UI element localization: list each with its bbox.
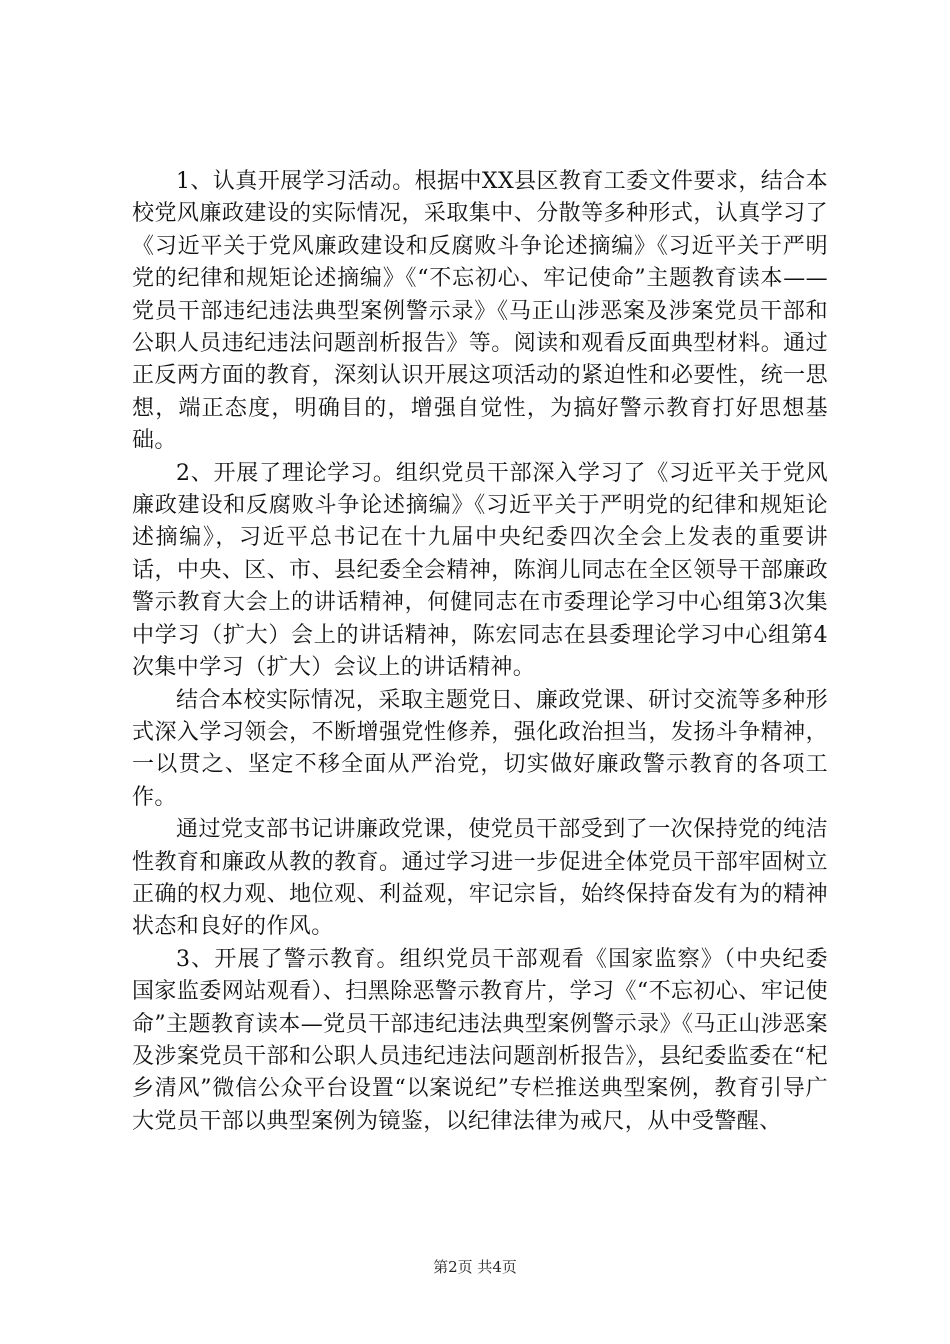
paragraph-party-lecture: 通过党支部书记讲廉政党课，使党员干部受到了一次保持党的纯洁性教育和廉政从教的教育。通过学习进一步促进全体党员干部牢固树立正确的权力观、地位观、利益观，牢记宗旨，始终保持奋发有为的精神状态和良好的作风。 — [132, 817, 828, 940]
paragraph-warning-education: 3、开展了警示教育。组织党员干部观看《国家监察》（中央纪委国家监委网站观看）、扫黑除恶警示教育片，学习《“不忘初心、牢记使命”主题教育读本—党员干部违纪违法典型案例警示录》《马正山涉恶案及涉案党员干部和公职人员违纪违法问题剖析报告》，县纪委监委在“杞乡清风”微信公众平台设置“以案说纪”专栏推送典型案例，教育引导广大党员干部以典型案例为镜鉴，以纪律法律为戒尺，从中受警醒、 — [132, 946, 828, 1134]
paragraph-study-activities: 1、认真开展学习活动。根据中XX县区教育工委文件要求，结合本校党风廉政建设的实际情况，采取集中、分散等多种形式，认真学习了《习近平关于党风廉政建设和反腐败斗争论述摘编》《习近平关于严明党的纪律和规矩论述摘编》《“不忘初心、牢记使命”主题教育读本——党员干部违纪违法典型案例警示录》《马正山涉恶案及涉案党员干部和公职人员违纪违法问题剖析报告》等。阅读和观看反面典型材料。通过正反两方面的教育，深刻认识开展这项活动的紧迫性和必要性，统一思想，端正态度，明确目的，增强自觉性，为搞好警示教育打好思想基础。 — [132, 169, 828, 454]
document-body — [132, 166, 828, 1138]
page-footer: 第2页 共4页 — [433, 1258, 517, 1276]
paragraph-school-practice: 结合本校实际情况，采取主题党日、廉政党课、研讨交流等多种形式深入学习领会，不断增强党性修养，强化政治担当，发扬斗争精神，一以贯之、坚定不移全面从严治党，切实做好廉政警示教育的各项工作。 — [132, 687, 828, 810]
paragraph-theory-study: 2、开展了理论学习。组织党员干部深入学习了《习近平关于党风廉政建设和反腐败斗争论述摘编》《习近平关于严明党的纪律和规矩论述摘编》，习近平总书记在十九届中央纪委四次全会上发表的重要讲话，中央、区、市、县纪委全会精神，陈润儿同志在全区领导干部廉政警示教育大会上的讲话精神，何健同志在市委理论学习中心组第3次集中学习（扩大）会上的讲话精神，陈宏同志在县委理论学习中心组第4次集中学习（扩大）会议上的讲话精神。 — [132, 460, 828, 681]
